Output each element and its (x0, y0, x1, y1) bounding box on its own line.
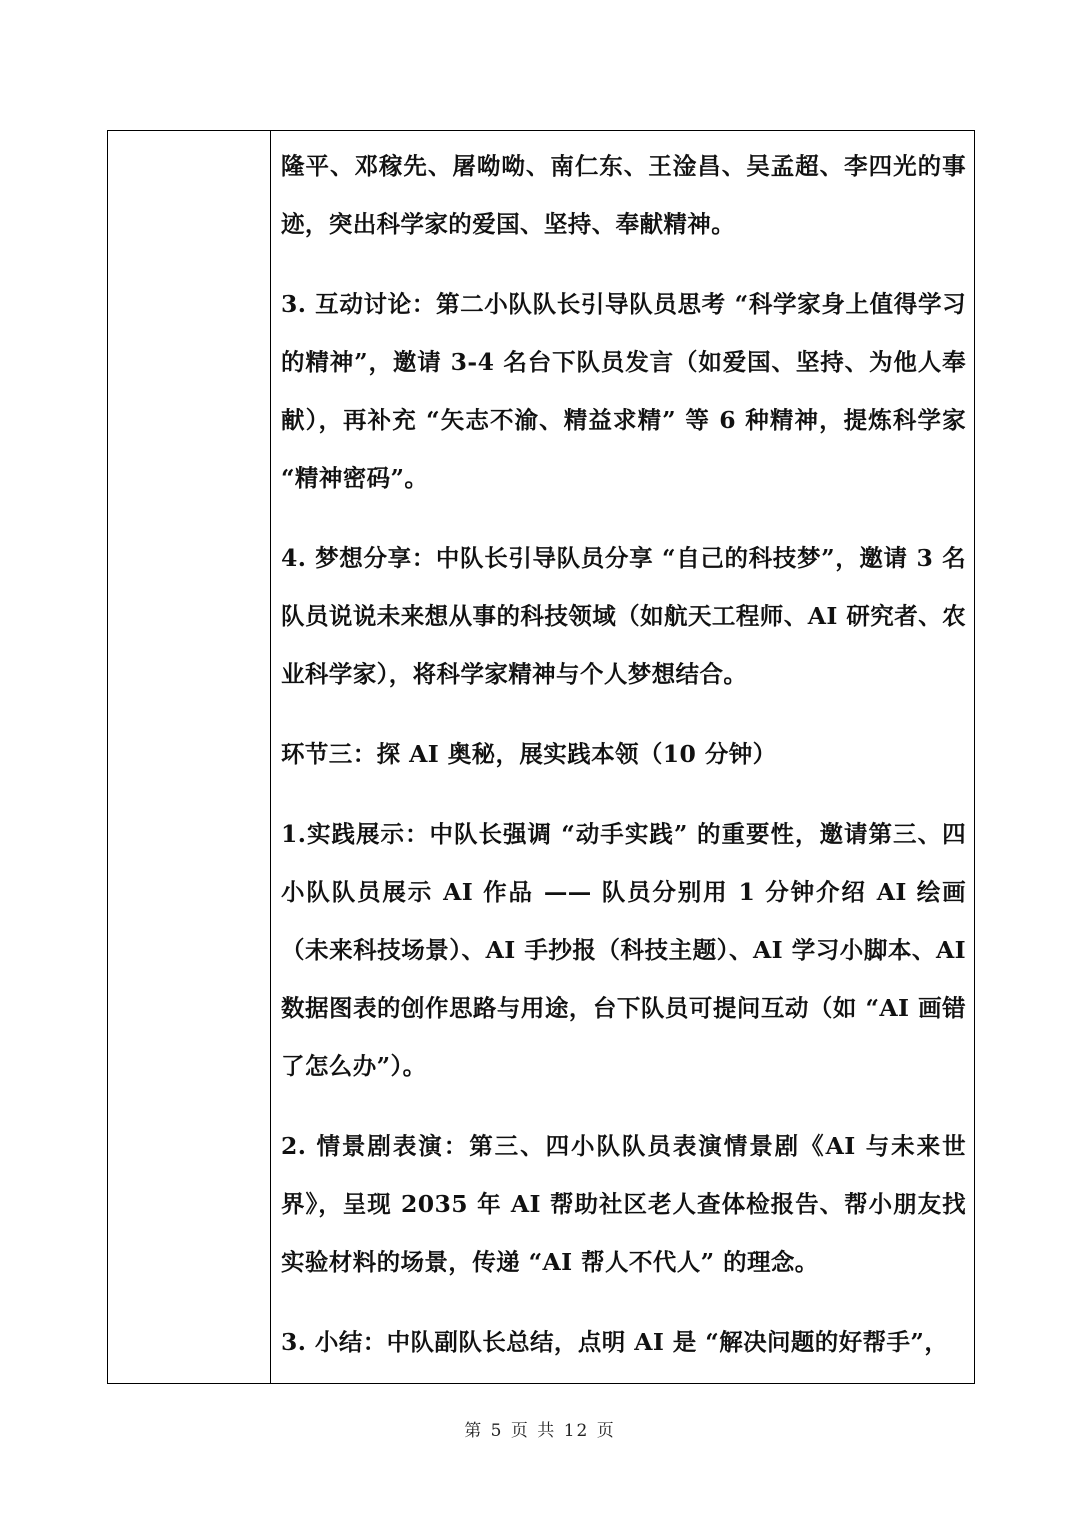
section-heading-stage-three: 环节三：探 AI 奥秘，展实践本领（10 分钟） (281, 740, 777, 768)
content-table (107, 130, 975, 1384)
paragraph-sitcom-performance: 2. 情景剧表演：第三、四小队队员表演情景剧《AI 与未来世界》，呈现 2035 年 AI 帮助社区老人查体检报告、帮小朋友找实验材料的场景，传递 “AI 帮人不代人” 的理念。 (281, 1132, 966, 1276)
paragraph-scientists-deeds: 隆平、邓稼先、屠呦呦、南仁东、王淦昌、吴孟超、李四光的事迹，突出科学家的爱国、坚持、奉献精神。 (281, 152, 966, 238)
table-right-cell (271, 131, 974, 1383)
paragraph-dream-sharing: 4. 梦想分享：中队长引导队员分享 “自己的科技梦”，邀请 3 名队员说说未来想从事的科技领域（如航天工程师、AI 研究者、农业科学家），将科学家精神与个人梦想结合。 (281, 544, 966, 688)
paragraph-interactive-discussion: 3. 互动讨论：第二小队队长引导队员思考 “科学家身上值得学习的精神”，邀请 3-4 名台下队员发言（如爱国、坚持、为他人奉献），再补充 “矢志不渝、精益求精” 等 6 种精神，提炼科学家 “精神密码”。 (281, 290, 966, 492)
page-number: 第 5 页 共 12 页 (464, 1421, 616, 1441)
paragraph-summary: 3. 小结：中队副队长总结，点明 AI 是 “解决问题的好帮手”， (281, 1328, 949, 1356)
table-left-cell (108, 131, 271, 1383)
paragraph-practice-showcase: 1.实践展示：中队长强调 “动手实践” 的重要性，邀请第三、四小队队员展示 AI 作品 —— 队员分别用 1 分钟介绍 AI 绘画（未来科技场景）、AI 手抄报（科技主题）、AI 学习小脚本、AI 数据图表的创作思路与用途，台下队员可提问互动（如 “AI 画错了怎么办”）。 (281, 820, 966, 1080)
